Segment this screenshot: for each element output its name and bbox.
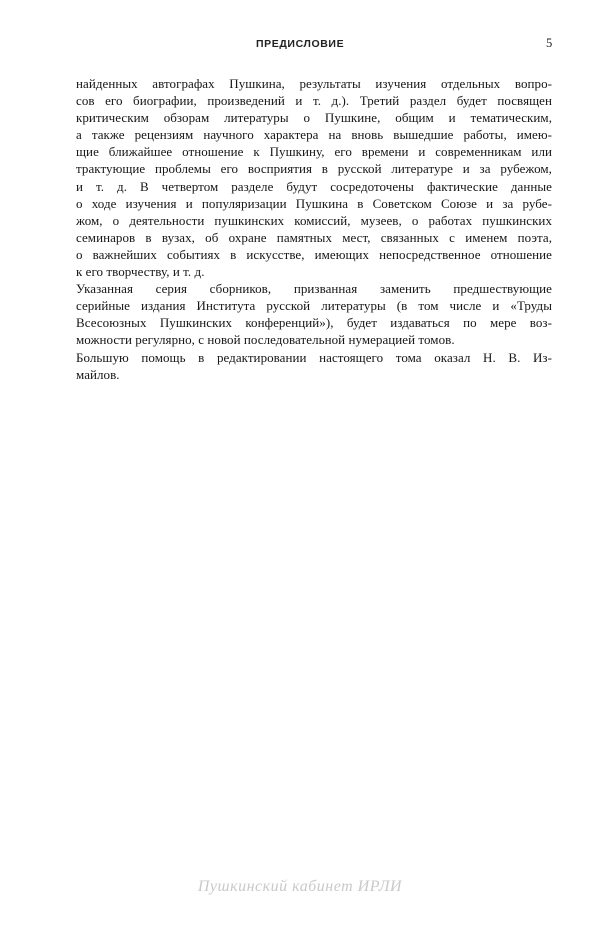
text-line: о ходе изучения и популяризации Пушкина в Советском Союзе и за рубе- — [76, 195, 552, 211]
page-body — [76, 75, 552, 383]
text-line: сов его биографии, произведений и т. д.). Третий раздел будет посвящен — [76, 93, 552, 109]
page-number: 5 — [546, 36, 553, 50]
text-line: о важнейших событиях в искусстве, имеющих непосредственное отношение — [76, 246, 552, 262]
paragraph-1 — [76, 75, 552, 280]
watermark: Пушкинский кабинет ИРЛИ — [197, 878, 403, 895]
running-head — [0, 38, 600, 54]
text-line: а также рецензиям научного характера на вновь вышедшие работы, имею- — [76, 127, 552, 143]
text-line: серийные издания Института русской литературы (в том числе и «Труды — [76, 298, 552, 314]
paragraph-2 — [76, 280, 552, 348]
text-line: щие ближайшее отношение к Пушкину, его времени и современникам или — [76, 144, 552, 160]
text-line: жом, о деятельности пушкинских комиссий, музеев, о работах пушкинских — [76, 212, 552, 228]
text-line: критическим обзорам литературы о Пушкине, общим и тематическим, — [76, 110, 552, 126]
text-line: можности регулярно, с новой последовательной нумерацией томов. — [76, 332, 455, 348]
text-line: и т. д. В четвертом разделе будут сосредоточены фактические данные — [76, 178, 552, 194]
text-line: Большую помощь в редактировании настоящего тома оказал Н. В. Из- — [76, 349, 552, 365]
text-line: Всесоюзных Пушкинских конференций»), будет издаваться по мере воз- — [76, 315, 552, 331]
text-line: найденных автографах Пушкина, результаты изучения отдельных вопро- — [76, 76, 552, 91]
paragraph-3 — [76, 349, 552, 383]
text-line: Указанная серия сборников, призванная заменить предшествующие — [76, 281, 552, 297]
text-line: майлов. — [76, 366, 120, 382]
text-line: трактующие проблемы его восприятия в русской литературе и за рубежом, — [76, 161, 552, 177]
running-title: ПРЕДИСЛОВИЕ — [256, 38, 345, 50]
text-line: к его творчеству, и т. д. — [76, 264, 205, 280]
text-line: семинаров в вузах, об охране памятных мест, связанных с именем поэта, — [76, 229, 552, 245]
